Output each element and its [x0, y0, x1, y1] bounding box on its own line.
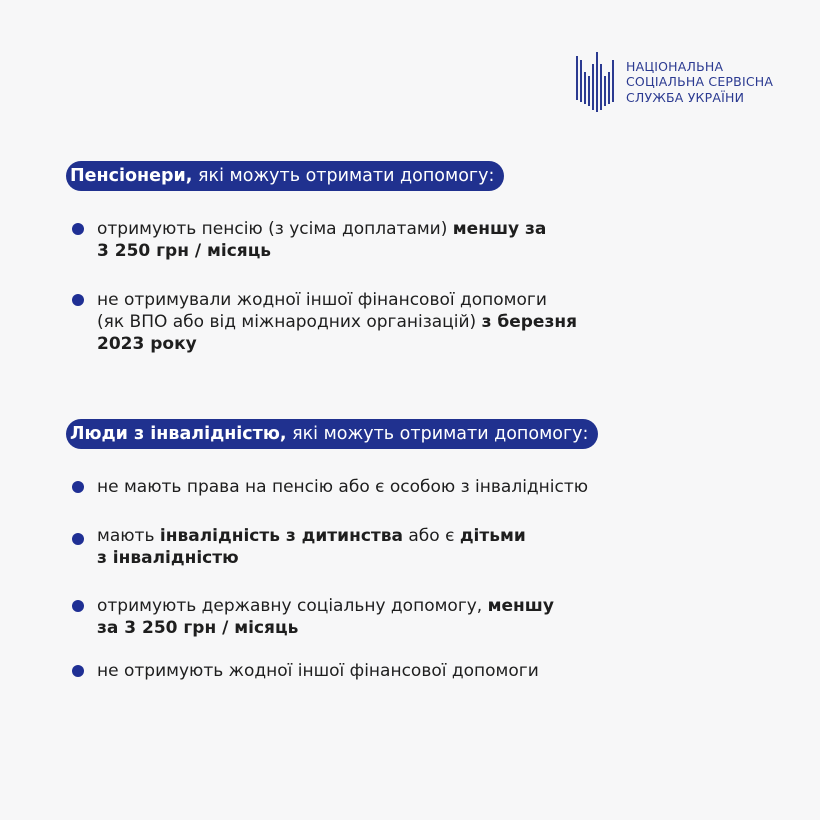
section-heading-pensioners — [66, 161, 504, 191]
list-item-text — [97, 289, 577, 355]
list-item — [72, 660, 539, 682]
bullet-icon — [72, 223, 84, 235]
bullet-icon — [72, 481, 84, 493]
text-bold: з березня — [481, 312, 577, 332]
text-part: не отримують жодної іншої фінансової допомоги — [97, 661, 539, 681]
list-item — [72, 525, 526, 569]
text-bold: за 3 250 грн / місяць — [97, 618, 299, 638]
list-item-text — [97, 595, 554, 639]
list-item — [72, 595, 554, 639]
heading-bold: Пенсіонери, — [70, 166, 193, 186]
trident-logo-icon — [574, 50, 616, 114]
text-part: не отримували жодної іншої фінансової допомоги — [97, 290, 547, 310]
brand-line-2: СОЦІАЛЬНА СЕРВІСНА — [626, 74, 774, 90]
text-bold: 3 250 грн / місяць — [97, 241, 272, 261]
section-heading-disabled — [66, 419, 598, 449]
list-item-text — [97, 218, 546, 262]
text-bold: з інвалідністю — [97, 548, 239, 568]
heading-rest: які можуть отримати допомогу: — [192, 166, 495, 186]
brand-name — [626, 59, 773, 106]
text-bold: меншу — [487, 596, 554, 616]
nssu-logo — [574, 50, 773, 114]
list-item — [72, 476, 588, 498]
bullet-icon — [72, 533, 84, 545]
text-part: або є — [402, 526, 460, 546]
text-bold: дітьми — [459, 526, 526, 546]
text-bold: меншу за — [452, 219, 547, 239]
brand-line-3: СЛУЖБА УКРАЇНИ — [626, 89, 745, 105]
list-item — [72, 289, 577, 355]
list-item-text — [97, 660, 539, 682]
list-item — [72, 218, 546, 262]
text-part: мають — [97, 526, 160, 546]
brand-line-1: НАЦІОНАЛЬНА — [626, 58, 724, 74]
text-part: не мають права на пенсію або є особою з інвалідністю — [97, 477, 589, 497]
list-item-text — [97, 476, 588, 498]
heading-rest: які можуть отримати допомогу: — [286, 424, 589, 444]
text-part: отримують державну соціальну допомогу, — [97, 596, 488, 616]
bullet-icon — [72, 294, 84, 306]
text-bold: 2023 року — [97, 334, 197, 354]
list-item-text — [97, 525, 526, 569]
text-part: отримують пенсію (з усіма доплатами) — [97, 219, 453, 239]
bullet-icon — [72, 665, 84, 677]
bullet-icon — [72, 600, 84, 612]
text-part: (як ВПО або від міжнародних організацій) — [97, 312, 482, 332]
heading-bold: Люди з інвалідністю, — [70, 424, 287, 444]
text-bold: інвалідність з дитинства — [159, 526, 403, 546]
